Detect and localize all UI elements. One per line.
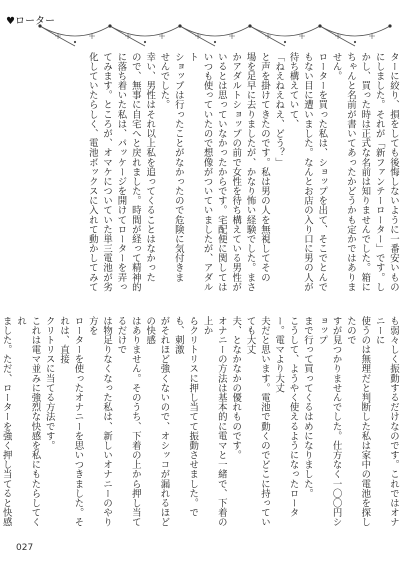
text-column: 使うのは無理だと判断した私は家中の電池を探したので — [344, 316, 371, 527]
page-header — [0, 0, 400, 56]
text-column: がそれほど強くないので、オシッコが漏れるほどの快感 — [144, 316, 170, 527]
text-column: は物足りなくなった私は、新しいオナニーのやり方を — [86, 316, 113, 527]
text-column: にしました。それが「新ファンテーローター」です。し — [373, 52, 385, 292]
text-column: 夫、となかなかの優れものです。 — [230, 316, 242, 460]
text-column: こうして、ようやく使えるようになったローター。電マより大丈 — [273, 316, 299, 518]
text-column: これは電マ並みに強烈な快感を私にもたらしてくれ — [15, 316, 41, 527]
text-column: オナニーの方法は基本的に電マと一緒で、下着の上か — [201, 316, 227, 527]
text-column: てみます。ところが、オマケについていた単三電池が劣 — [101, 52, 113, 292]
text-column: 夫だと思います。電池で動くのでどこに持っていても大丈 — [244, 316, 270, 527]
text-column: 場を足早に去りましたが、かなり怖い経験でした。まさ — [244, 52, 256, 292]
section-title: ♥ローター — [6, 16, 55, 27]
text-column: ちゃんと名前が書いてあったかどうかも定かではありま — [344, 52, 356, 292]
text-column: 化していたらしく、電池ボックスに入れて動かしてみて — [86, 52, 98, 292]
text-column: いつも使っていたので想像がついていましたが、アダルト — [187, 52, 213, 292]
text-column: ました。ただ、ローターを強く押し当てると快感 — [0, 316, 12, 527]
bunting-garland-decoration — [0, 0, 400, 56]
text-column: かアダルトショップの前で女性を待ち構えている男性が — [230, 52, 242, 292]
text-column: 待ち構えていて、 — [287, 52, 299, 129]
text-column: 「ねえねえねえ、どう？」 — [273, 52, 285, 168]
text-column: ターに絞り、損をしても後悔しないように一番安いもの — [388, 52, 399, 292]
text-column: いるとは思っていなかったからです。宅配便に関しては — [215, 52, 227, 292]
text-column: も弱々しく振動するだけなのです。これではオナニーに — [373, 316, 399, 527]
text-column: もない目に遭いました。なんとお店の入り口に男の人が — [301, 52, 313, 292]
text-column: と声を掛けてきたのです。私は男の人を無視してその — [258, 52, 270, 283]
text-column: はありません。そのうち、下着の上から押し当てるだけで — [115, 316, 141, 527]
text-column: ので、無事に自宅へと戻れました。時間が経って精神的 — [129, 52, 141, 292]
text-column: せん。 — [330, 52, 342, 81]
text-column: すが見つかりませんでした。仕方なく一〇〇円ショップ — [316, 316, 342, 527]
text-column: らクリトリスに押し当てて振動させました。でも、刺激 — [172, 316, 199, 518]
text-column: ローターを買った私は、ショップを出て、そこでとんで — [316, 52, 328, 292]
text-column: まで行って買ってくるはめになりました。 — [301, 316, 313, 499]
page-number: 027 — [16, 543, 34, 553]
text-column: ショップは行ったことがなかったので危険に気付きま — [172, 52, 184, 283]
upper-text-block — [14, 52, 400, 300]
text-column: かし、買った時は正式な名前は知りませんでした。箱に — [359, 52, 371, 292]
lower-text-block — [0, 316, 400, 534]
text-column: クリトリスに当てる方法です。 — [43, 316, 55, 451]
text-column: 幸い、男性はそれ以上私を追ってくることはなかった — [144, 52, 156, 283]
text-column: に落ち着いた私は、パッケージを開けてローターを弄っ — [115, 52, 127, 292]
text-column: ローターを使ったオナニーを思いつきました。それは、直接 — [58, 316, 84, 527]
text-column: せんでした。 — [158, 52, 170, 110]
